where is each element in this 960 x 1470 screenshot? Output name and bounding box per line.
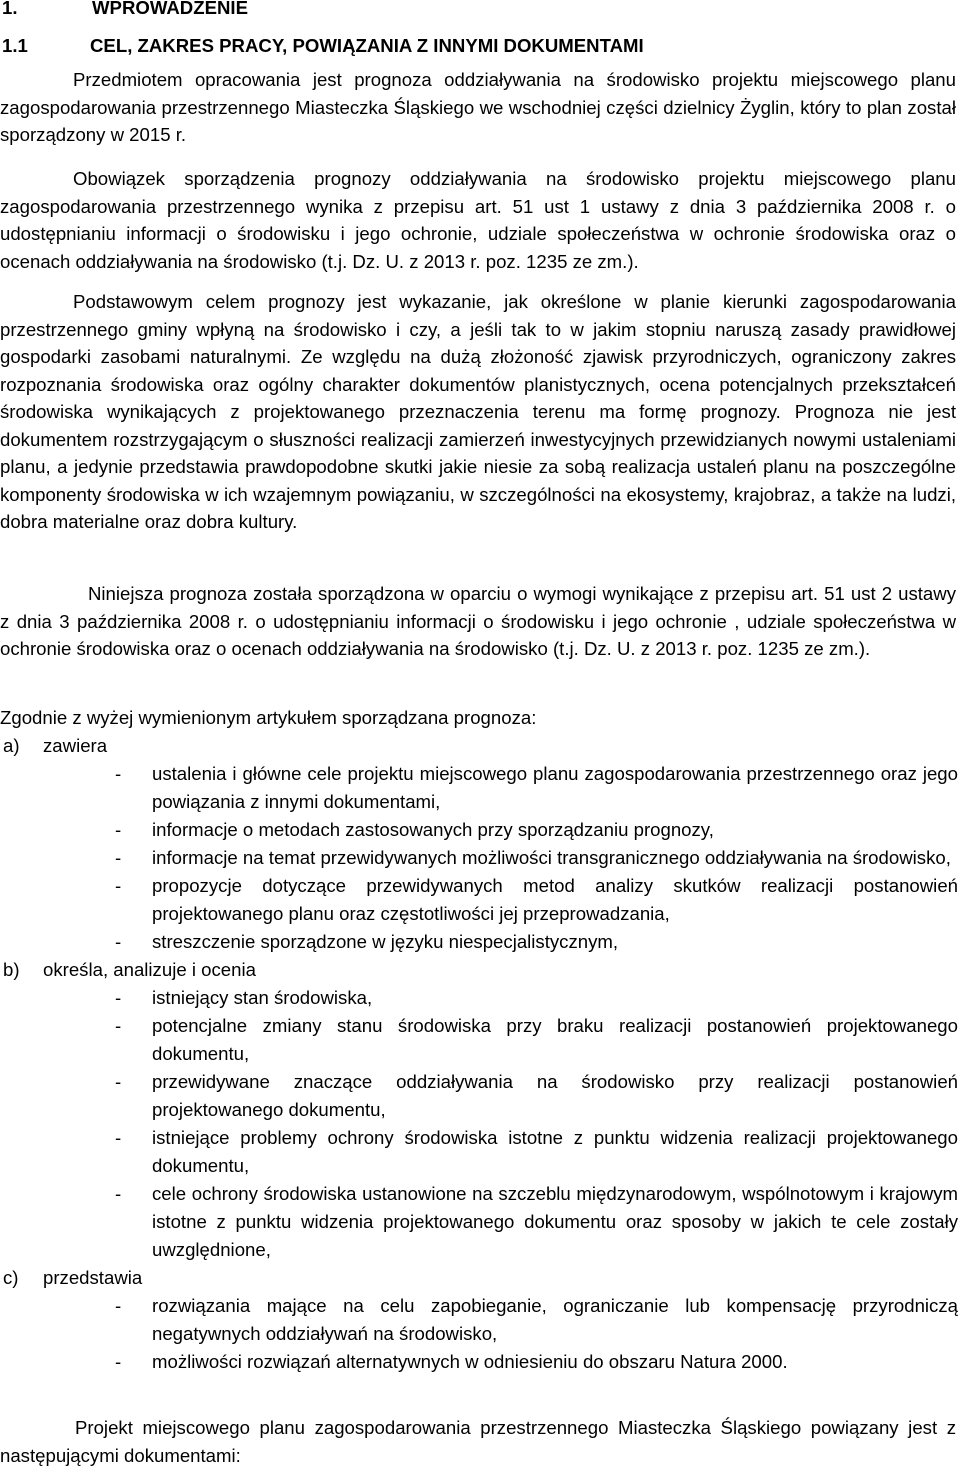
bullet-list bbox=[0, 1292, 958, 1376]
paragraph-requirements: Niniejsza prognoza została sporządzona w oparciu o wymogi wynikające z przepisu art. 51 ust 2 ustawy z dnia 3 października 2008 r. o udostępnianiu informacji o środowisku i jego ochronie , udziale społeczeństwa w ochronie środowiska oraz o ocenach oddziaływania na środowisko (t.j. Dz. U. z 2013 r. poz. 1235 ze zm.). bbox=[0, 583, 956, 659]
list-group bbox=[0, 956, 958, 1264]
list-item-text: streszczenie sporządzone w języku niespecjalistycznym, bbox=[152, 931, 619, 952]
list-item bbox=[0, 1292, 958, 1348]
list-group bbox=[0, 1264, 958, 1376]
list-item-text: informacje o metodach zastosowanych przy sporządzaniu prognozy, bbox=[152, 819, 714, 840]
list-item bbox=[0, 816, 958, 844]
list-group-header bbox=[0, 1264, 958, 1292]
section-number: 1. bbox=[2, 0, 18, 18]
paragraph-obligation: Obowiązek sporządzenia prognozy oddziaływania na środowisko projektu miejscowego planu zagospodarowania przestrzennego wynika z przepisu art. 51 ust 1 ustawy z dnia 3 października 2008 r. o udostępnianiu informacji o środowisku i jego ochronie, udziale społeczeństwa w ochronie środowiska oraz o ocenach oddziaływania na środowisko (t.j. Dz. U. z 2013 r. poz. 1235 ze zm.). bbox=[0, 168, 956, 272]
dash-bullet-icon: - bbox=[115, 875, 122, 896]
list-group-letter: a) bbox=[3, 735, 20, 756]
list-group-label: określa, analizuje i ocenia bbox=[43, 959, 256, 980]
list-item bbox=[0, 1068, 958, 1124]
subsection-number: 1.1 bbox=[2, 35, 28, 56]
subsection-title: CEL, ZAKRES PRACY, POWIĄZANIA Z INNYMI DOKUMENTAMI bbox=[90, 35, 644, 56]
paragraph-subject: Przedmiotem opracowania jest prognoza oddziaływania na środowisko projektu miejscowego planu zagospodarowania przestrzennego Miasteczka Śląskiego we wschodniej części dzielnicy Żyglin, który to plan został sporządzony w 2015 r. bbox=[0, 69, 956, 145]
list-item bbox=[0, 844, 958, 872]
list-item-text: możliwości rozwiązań alternatywnych w odniesieniu do obszaru Natura 2000. bbox=[152, 1351, 788, 1372]
list-group-header bbox=[0, 956, 958, 984]
list-item bbox=[0, 1012, 958, 1068]
list-item-text: propozycje dotyczące przewidywanych metod analizy skutków realizacji postanowień projektowanego planu oraz częstotliwości jej przeprowadzania, bbox=[152, 875, 958, 924]
paragraph-purpose: Podstawowym celem prognozy jest wykazanie, jak określone w planie kierunki zagospodarowania przestrzennego gminy wpłyną na środowisko i czy, a jeśli tak to w jakim stopniu naruszą zasady prawidłowej gospodarki zasobami naturalnymi. Ze względu na dużą złożoność zjawisk przyrodniczych, ograniczony zakres rozpoznania środowiska oraz ogólny charakter dokumentów planistycznych, ocena potencjalnych przekształceń środowiska wynikających z projektowanego przeznaczenia terenu ma formę prognozy. Prognoza nie jest dokumentem rozstrzygającym o słuszności realizacji zamierzeń inwestycyjnych przewidzianych nowymi ustaleniami planu, a jedynie przedstawia prawdopodobne skutki jakie niesie za sobą realizacja ustaleń planu na poszczególne komponenty środowiska w ich wzajemnym powiązaniu, w szczególności na ekosystemy, krajobraz, a także na ludzi, dobra materialne oraz dobra kultury. bbox=[0, 291, 956, 532]
bullet-list bbox=[0, 984, 958, 1264]
dash-bullet-icon: - bbox=[115, 819, 122, 840]
list-item-text: informacje na temat przewidywanych możliwości transgranicznego oddziaływania na środowisko, bbox=[152, 847, 951, 868]
list-item bbox=[0, 1124, 958, 1180]
list-item bbox=[0, 1348, 958, 1376]
dash-bullet-icon: - bbox=[115, 1071, 122, 1092]
list-group-label: zawiera bbox=[43, 735, 108, 756]
list-item-text: ustalenia i główne cele projektu miejscowego planu zagospodarowania przestrzennego oraz jego powiązania z innymi dokumentami, bbox=[152, 763, 958, 812]
list-group-label: przedstawia bbox=[43, 1267, 143, 1288]
dash-bullet-icon: - bbox=[115, 987, 122, 1008]
list-group-header bbox=[0, 732, 958, 760]
list-item bbox=[0, 1180, 958, 1264]
list-item-text: przewidywane znaczące oddziaływania na środowisko przy realizacji postanowień projektowanego dokumentu, bbox=[152, 1071, 958, 1120]
paragraph-related-documents: Projekt miejscowego planu zagospodarowania przestrzennego Miasteczka Śląskiego powiązany jest z następującymi dokumentami: bbox=[0, 1417, 956, 1466]
list-item-text: istniejące problemy ochrony środowiska istotne z punktu widzenia realizacji projektowanego dokumentu, bbox=[152, 1127, 958, 1176]
list-item bbox=[0, 984, 958, 1012]
dash-bullet-icon: - bbox=[115, 1127, 122, 1148]
list-item bbox=[0, 872, 958, 928]
bullet-list bbox=[0, 760, 958, 956]
dash-bullet-icon: - bbox=[115, 847, 122, 868]
list-item bbox=[0, 928, 958, 956]
list-item bbox=[0, 760, 958, 816]
dash-bullet-icon: - bbox=[115, 931, 122, 952]
list-item-text: potencjalne zmiany stanu środowiska przy braku realizacji postanowień projektowanego dokumentu, bbox=[152, 1015, 958, 1064]
list-item-text: rozwiązania mające na celu zapobieganie, ograniczanie lub kompensację przyrodniczą negatywnych oddziaływań na środowisko, bbox=[152, 1295, 958, 1344]
list-item-text: cele ochrony środowiska ustanowione na szczeblu międzynarodowym, wspólnotowym i krajowym istotne z punktu widzenia projektowanego dokumentu oraz sposoby w jakich te cele zostały uwzględnione, bbox=[152, 1183, 958, 1260]
section-title: WPROWADZENIE bbox=[92, 0, 248, 18]
dash-bullet-icon: - bbox=[115, 1295, 122, 1316]
list-group-letter: c) bbox=[3, 1267, 19, 1288]
list-group-letter: b) bbox=[3, 959, 20, 980]
dash-bullet-icon: - bbox=[115, 1183, 122, 1204]
list-item-text: istniejący stan środowiska, bbox=[152, 987, 373, 1008]
paragraph-list-intro: Zgodnie z wyżej wymienionym artykułem sporządzana prognoza: bbox=[0, 707, 537, 728]
section-heading-1 bbox=[2, 0, 248, 19]
prognosis-scope-list bbox=[0, 732, 958, 1376]
dash-bullet-icon: - bbox=[115, 1351, 122, 1372]
dash-bullet-icon: - bbox=[115, 763, 122, 784]
subsection-heading-1-1 bbox=[2, 35, 644, 57]
dash-bullet-icon: - bbox=[115, 1015, 122, 1036]
list-group bbox=[0, 732, 958, 956]
